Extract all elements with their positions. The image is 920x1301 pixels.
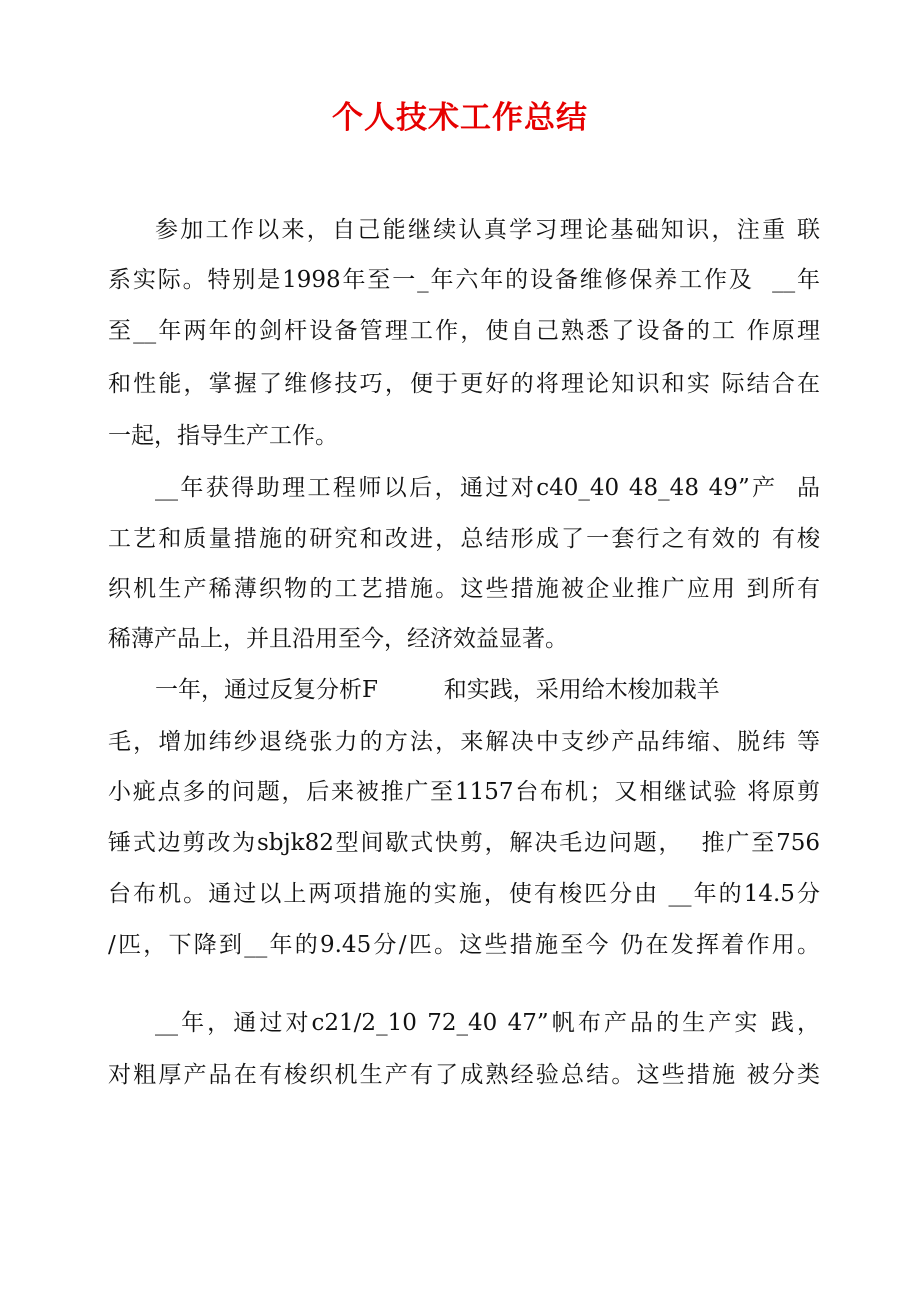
paragraph-line: /匹，下降到__年的9.45分/匹。这些措施至今 仍在发挥着作用。 (108, 932, 820, 958)
paragraph-line: 小疵点多的问题，后来被推广至1157台布机；又相继试验 将原剪 (108, 779, 820, 805)
paragraph-line: 和性能，掌握了维修技巧，便于更好的将理论知识和实 际结合在 (108, 371, 820, 397)
document-title: 个人技术工作总结 (332, 100, 588, 136)
paragraph-line: 一起，指导生产工作。 (108, 423, 338, 449)
paragraph-line: 锤式边剪改为sbjk82型间歇式快剪，解决毛边问题， 推广至756 (108, 830, 820, 856)
paragraph-line: 参加工作以来，自己能继续认真学习理论基础知识，注重 联 (155, 217, 820, 243)
paragraph-line: 台布机。通过以上两项措施的实施，使有梭匹分由 __年的14.5分 (108, 881, 820, 907)
paragraph-line: __年，通过对c21/2_10 72_40 47”帆布产品的生产实 践， (155, 1010, 820, 1036)
paragraph-line: 对粗厚产品在有梭织机生产有了成熟经验总结。这些措施 被分类 (108, 1062, 820, 1088)
paragraph-line: 一年，通过反复分析F 和实践，采用给木梭加栽羊 (155, 677, 720, 703)
paragraph-line: 织机生产稀薄织物的工艺措施。这些措施被企业推广应用 到所有 (108, 576, 820, 602)
paragraph-line: 毛，增加纬纱退绕张力的方法，来解决中支纱产品纬缩、脱纬 等 (108, 729, 820, 755)
paragraph-line: 至__年两年的剑杆设备管理工作，使自己熟悉了设备的工 作原理 (108, 318, 820, 344)
paragraph-line: 系实际。特别是1998年至一_年六年的设备维修保养工作及 __年 (108, 267, 820, 293)
paragraph-line: __年获得助理工程师以后，通过对c40_40 48_48 49”产 品 (155, 475, 820, 501)
paragraph-line: 工艺和质量措施的研究和改进，总结形成了一套行之有效的 有梭 (108, 526, 820, 552)
paragraph-line: 稀薄产品上，并且沿用至今，经济效益显著。 (108, 626, 568, 652)
